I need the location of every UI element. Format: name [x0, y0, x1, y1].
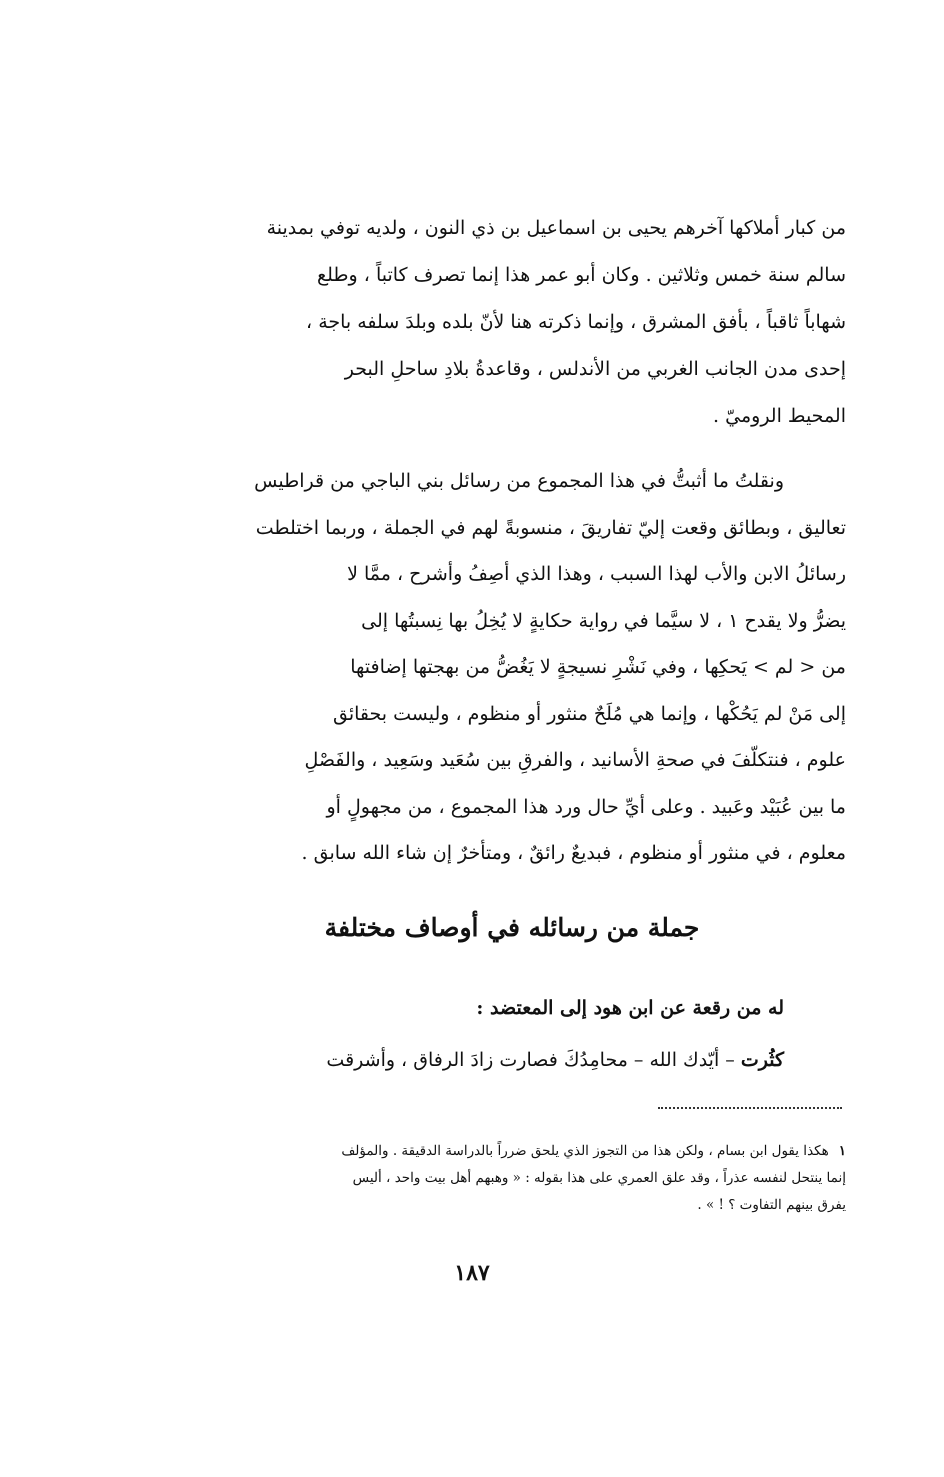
text-line: يضرُّ ولا يقدح ١ ، لا سيَّما في رواية حكايةٍ لا يُخِلُ بها نِسبتُها إلى: [361, 609, 846, 632]
page-number: ١٨٧: [454, 1260, 490, 1286]
letter-intro-text: له من رقعة عن ابن هود إلى المعتضد :: [476, 997, 784, 1019]
paragraph-1: [178, 205, 846, 440]
text-line: إحدى مدن الجانب الغربي من الأندلس ، وقاعدةُ بلادِ ساحلِ البحر: [344, 358, 846, 380]
paragraph-2: [178, 458, 846, 877]
footnote-line: [178, 1138, 846, 1165]
letter-body-text: – أيّدك الله – محامِدُكَ فصارت زادَ الرفاق ، وأشرقت: [326, 1049, 735, 1071]
footnote-text: هكذا يقول ابن بسام ، ولكن هذا من التجوز الذي يلحق ضرراً بالدراسة الدقيقة . والمؤلف: [341, 1143, 829, 1159]
text-line: معلوم ، في منثور أو منظوم ، فبديعٌ رائقٌ ، ومتأخرٌ إن شاء الله سابق .: [301, 842, 846, 864]
footnote-line: إنما ينتحل لنفسه عذراً ، وقد علق العمري على هذا بقوله : « وهبهم أهل بيت واحد ، أليس: [352, 1170, 846, 1186]
letter-intro: [178, 988, 846, 1028]
text-line: ما بين عُبَيْد وعَبيد . وعلى أيِّ حال ورد هذا المجموع ، من مجهولٍ أو: [326, 795, 846, 818]
letter-first-word: كثُرت: [740, 1049, 784, 1071]
footnotes: [178, 1138, 846, 1219]
text-line: تعاليق ، وبطائق وقعت إليّ تفاريقَ ، منسوبةً لهم في الجملة ، وربما اختلطت: [255, 516, 846, 539]
footnote-marker: ١: [838, 1143, 846, 1159]
text-line: من كبار أملاكها آخرهم يحيى بن اسماعيل بن ذي النون ، ولديه توفي بمدينة: [266, 217, 846, 239]
text-line: شهاباً ثاقباً ، بأفق المشرق ، وإنما ذكرته هنا لأنّ بلده وبلدَ سلفه باجة ،: [306, 311, 846, 333]
section-heading: جملة من رسائله في أوصاف مختلفة: [324, 913, 700, 942]
text-line: المحيط الروميّ .: [713, 405, 846, 427]
text-line: رسائلُ الابن والأب لهذا السبب ، وهذا الذي أصِفُ وأشرح ، ممَّا لا: [347, 563, 846, 585]
text-line: من < لم > يَحكِها ، وفي نَشْرِ نسيجةٍ لا يَغُضُّ من بهجتها إضافتها: [350, 656, 846, 678]
footnote-divider: [658, 1107, 842, 1109]
footnote-line: يفرق بينهم التفاوت ؟ ! » .: [697, 1197, 846, 1213]
letter-body: [178, 1040, 846, 1080]
text-line: علوم ، فنتكلّفَ في صحةِ الأسانيد ، والفرقِ بين سُعَيد وسَعِيد ، والفَصْلِ: [304, 749, 846, 771]
text-line: سالم سنة خمس وثلاثين . وكان أبو عمر هذا إنما تصرف كاتباً ، وطلع: [317, 264, 846, 286]
text-line: ونقلتُ ما أثبتُّ في هذا المجموع من رسائل بني الباجي من قراطيس: [254, 470, 784, 492]
text-line: إلى مَنْ لم يَحُكْها ، وإنما هي مُلَحٌ منثور أو منظوم ، وليست بحقائق: [332, 702, 846, 725]
